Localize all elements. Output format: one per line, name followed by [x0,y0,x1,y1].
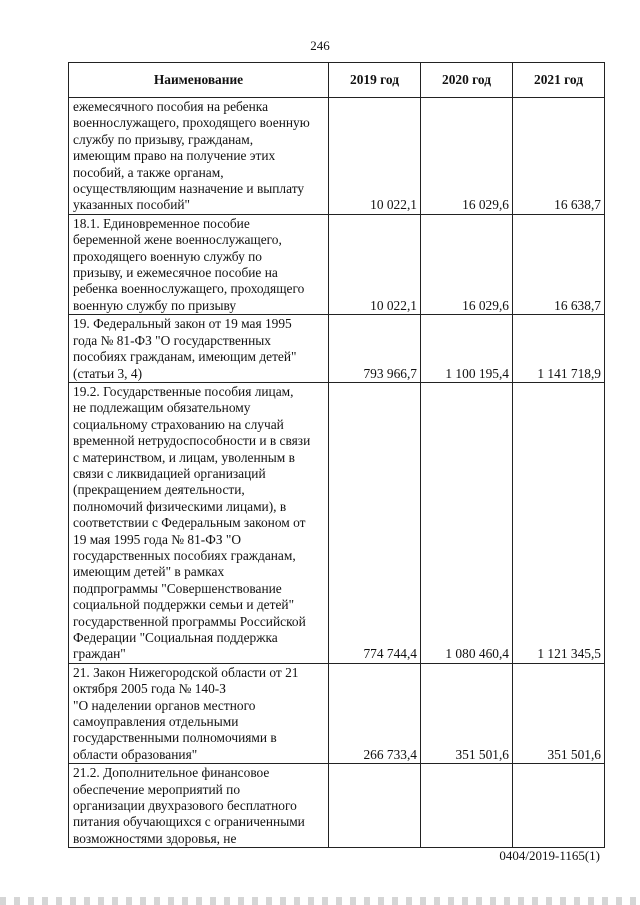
row-value-2020: 351 501,6 [421,663,513,763]
row-value-2019: 10 022,1 [329,214,421,314]
row-value-2019: 10 022,1 [329,98,421,215]
table-row [69,98,605,215]
row-value-2021: 1 121 345,5 [513,382,605,663]
row-name: 18.1. Единовременное пособие беременной жене военнослужащего, проходящего военную службу по призыву, и ежемесячное пособие на ребенка военнослужащего, проходящего военную службу по призыву [69,214,329,314]
header-name: Наименование [69,63,329,98]
row-value-2019: 266 733,4 [329,663,421,763]
row-value-2019: 774 744,4 [329,382,421,663]
table-row [69,382,605,663]
row-name: 21. Закон Нижегородской области от 21 октября 2005 года № 140-З "О наделении органов местного самоуправления отдельными государственными полномочиями в области образования" [69,663,329,763]
table-header-row [69,63,605,98]
page-number: 246 [310,38,330,53]
scan-edge-divider [0,897,640,905]
row-name: ежемесячного пособия на ребенка военнослужащего, проходящего военную службу по призыву, гражданам, имеющим право на получение этих пособий, а также органам, осуществляющим назначение и выплату указанных пособий" [69,98,329,215]
row-value-2021: 351 501,6 [513,663,605,763]
row-name: 21.2. Дополнительное финансовое обеспечение мероприятий по организации двухразового бесплатного питания обучающихся с ограниченными возможностями здоровья, не [69,764,329,848]
table-row [69,663,605,763]
row-value-2021: 1 141 718,9 [513,315,605,383]
header-2020: 2020 год [421,63,513,98]
row-value-2020: 1 080 460,4 [421,382,513,663]
header-2019: 2019 год [329,63,421,98]
row-value-2021 [513,764,605,848]
budget-table [68,62,605,848]
table-row [69,764,605,848]
row-value-2019: 793 966,7 [329,315,421,383]
row-value-2021: 16 638,7 [513,214,605,314]
document-number: 0404/2019-1165(1) [499,848,600,863]
row-value-2020: 1 100 195,4 [421,315,513,383]
row-value-2020 [421,764,513,848]
row-value-2020: 16 029,6 [421,98,513,215]
row-name: 19.2. Государственные пособия лицам, не подлежащим обязательному социальному страхованию на случай временной нетрудоспособности и в связи с материнством, и лицам, уволенным в связи с ликвидацией организаций (прекращением деятельности, полномочий физическими лицами), в соответствии с Федеральным законом от 19 мая 1995 года № 81-ФЗ "О государственных пособиях гражданам, имеющим детей" в рамках подпрограммы "Совершенствование социальной поддержки семьи и детей" государственной программы Российской Федерации "Социальная поддержка граждан" [69,382,329,663]
row-value-2020: 16 029,6 [421,214,513,314]
table-row [69,214,605,314]
row-name: 19. Федеральный закон от 19 мая 1995 года № 81-ФЗ "О государственных пособиях гражданам, имеющим детей" (статьи 3, 4) [69,315,329,383]
row-value-2021: 16 638,7 [513,98,605,215]
header-2021: 2021 год [513,63,605,98]
row-value-2019 [329,764,421,848]
table-row [69,315,605,383]
